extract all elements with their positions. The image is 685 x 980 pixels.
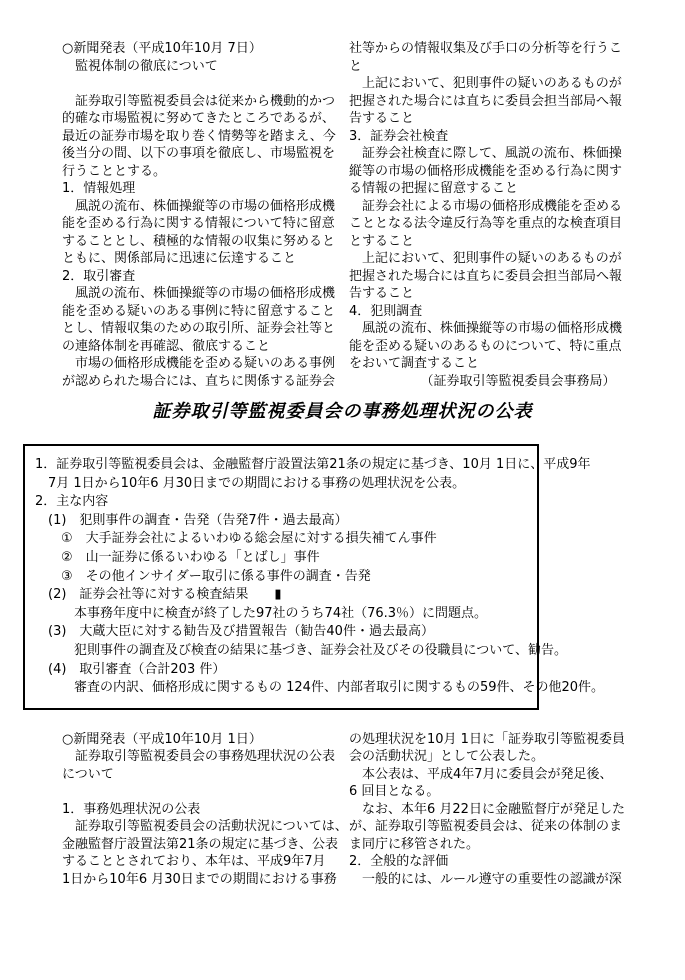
text-line: 1．証券取引等監視委員会は、金融監督庁設置法第21条の規定に基づき、10月 1日に、平成9年 xyxy=(35,457,591,472)
text-line: 証券取引等監視委員会は従来から機動的かつ xyxy=(62,93,336,109)
text-line: 社等からの情報収集及び手口の分析等を行うこ xyxy=(349,41,623,56)
text-line: 能を歪める疑いのある事例に特に留意すること xyxy=(62,303,336,319)
text-line: 的確な市場監視に努めてきたところであるが、 xyxy=(62,111,335,126)
text-line: 審査の内訳、価格形成に関するもの 124件、内部者取引に関するもの59件、その他20件。 xyxy=(35,680,605,696)
text-line: ① 大手証券会社によるいわゆる総会屋に対する損失補てん事件 xyxy=(35,531,437,547)
text-line: (3) 大蔵大臣に対する勧告及び措置報告（勧告40件・過去最高） xyxy=(35,624,434,640)
text-line: 証券取引等監視委員会の事務処理状況の公表 xyxy=(62,749,336,765)
text-line: 一般的には、ルール遵守の重要性の認識が深 xyxy=(349,871,622,887)
text-line: 証券会社による市場の価格形成機能を歪める xyxy=(349,198,623,214)
text-line: ○新聞発表（平成10年10月 1日） xyxy=(62,731,262,747)
text-line: 行うこととする。 xyxy=(62,163,167,179)
text-line: 能を歪める疑いのあるものについて、特に重点 xyxy=(349,338,622,354)
text-line: 本公表は、平成4年7月に委員会が発足後、 xyxy=(349,766,613,782)
text-line: 1．情報処理 xyxy=(62,181,136,196)
text-line: 1．事務処理状況の公表 xyxy=(62,801,201,817)
text-line: 4．犯則調査 xyxy=(349,303,423,319)
text-line xyxy=(62,783,348,801)
page-title: 証券取引等監視委員会の事務処理状況の公表 xyxy=(152,401,533,422)
text-line: 犯則事件の調査及び検査の結果に基づき、証券会社及びその役職員について、勧告。 xyxy=(35,642,567,658)
text-line: 告すること xyxy=(349,286,415,301)
text-line: 後当分の間、以下の事項を徹底し、市場監視を xyxy=(62,146,336,161)
text-line: 3．証券会社検査 xyxy=(349,128,449,144)
text-line: 能を歪める行為に関する情報について特に留意 xyxy=(62,216,335,231)
text-line: なお、本年6 月22日に金融監督庁が発足した xyxy=(349,801,625,817)
text-line: 2．取引審査 xyxy=(62,268,136,284)
text-line: (1) 犯則事件の調査・告発（告発7件・過去最高） xyxy=(35,512,348,528)
text-line: 風説の流布、株価操縦等の市場の価格形成機 xyxy=(62,198,336,214)
text-line: 本事務年度中に検査が終了した97社のうち74社（76.3％）に問題点。 xyxy=(35,605,488,621)
text-line: 証券会社検査に際して、風説の流布、株価操 xyxy=(349,146,622,161)
text-line: ともに、関係部局に迅速に伝達すること xyxy=(62,251,297,266)
text-line: 7月 1日から10年6 月30日までの期間における事務の処理状況を公表。 xyxy=(35,475,466,491)
text-line: ② 山一証券に係るいわゆる「とばし」事件 xyxy=(35,549,320,565)
text-line: 把握された場合には直ちに委員会担当部局へ報 xyxy=(349,93,623,109)
text-line: の処理状況を10月 1日に「証券取引等監視委員 xyxy=(349,731,625,747)
text-line: こととなる法令違反行為等を重点的な検査項目 xyxy=(349,216,623,231)
text-line: とし、情報収集のための取引所、証券会社等と xyxy=(62,321,336,336)
bottom-right-column xyxy=(349,731,635,889)
text-line: 会の活動状況」として公表した。 xyxy=(349,749,545,765)
text-line: と xyxy=(349,58,363,74)
summary-box xyxy=(23,444,605,710)
text-line: 2．全般的な評価 xyxy=(349,854,449,870)
bottom-left-column xyxy=(62,731,348,889)
text-line: とすること xyxy=(349,233,415,249)
text-line: 2．主な内容 xyxy=(35,494,109,510)
text-line: をおいて調査すること xyxy=(349,356,480,371)
text-line: （証券取引等監視委員会事務局） xyxy=(349,373,616,389)
text-line: ③ その他インサイダー取引に係る事件の調査・告発 xyxy=(35,568,371,584)
text-line: 最近の証券市場を取り巻く情勢等を踏まえ、今 xyxy=(62,128,336,144)
text-line: ま同庁に移管された。 xyxy=(349,836,480,852)
text-line: ○新聞発表（平成10年10月 7日） xyxy=(62,41,262,56)
text-line: が、証券取引等監視委員会は、従来の体制のま xyxy=(349,819,623,835)
press-release-oct1-section xyxy=(0,731,685,889)
text-line: る情報の把握に留意すること xyxy=(349,181,519,196)
top-left-column xyxy=(62,40,348,390)
text-line: することとされており、本年は、平成9年7月 xyxy=(62,854,326,870)
text-line xyxy=(62,75,348,93)
top-right-column xyxy=(349,40,635,390)
text-line: (4) 取引審査（合計203 件） xyxy=(35,661,226,677)
text-line: することとし、積極的な情報の収集に努めると xyxy=(62,233,336,249)
text-line: 上記において、犯則事件の疑いのあるものが xyxy=(349,76,622,91)
text-line: 1日から10年6 月30日までの期間における事務 xyxy=(62,871,337,887)
text-line: 風説の流布、株価操縦等の市場の価格形成機 xyxy=(62,286,336,301)
text-line: について xyxy=(62,766,114,782)
text-line: 縦等の市場の価格形成機能を歪める行為に関す xyxy=(349,163,623,179)
press-release-oct7-section xyxy=(0,0,685,390)
text-line: 6 回目となる。 xyxy=(349,784,440,800)
text-line: 市場の価格形成機能を歪める疑いのある事例 xyxy=(62,356,336,371)
text-line: 監視体制の徹底について xyxy=(62,58,218,74)
text-line: 証券取引等監視委員会の活動状況については、 xyxy=(62,819,348,835)
text-line: 風説の流布、株価操縦等の市場の価格形成機 xyxy=(349,321,623,336)
text-line: 上記において、犯則事件の疑いのあるものが xyxy=(349,251,622,266)
text-line: (2) 証券会社等に対する検査結果 ▮ xyxy=(35,587,282,603)
text-line: 告すること xyxy=(349,111,415,126)
text-line: の連絡体制を再確認、徹底すること xyxy=(62,338,271,354)
text-line: が認められた場合には、直ちに関係する証券会 xyxy=(62,373,336,389)
text-line: 金融監督庁設置法第21条の規定に基づき、公表 xyxy=(62,836,339,852)
text-line: 把握された場合には直ちに委員会担当部局へ報 xyxy=(349,268,623,284)
